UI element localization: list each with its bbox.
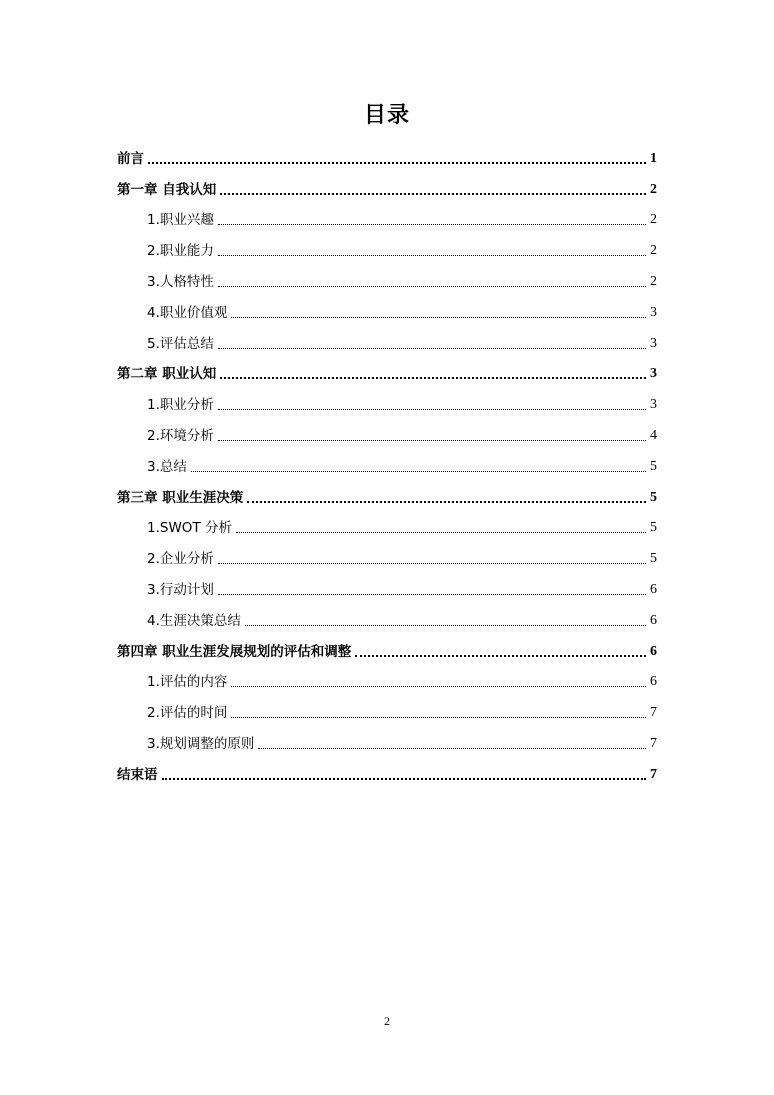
- toc-section-entry[interactable]: [117, 721, 657, 752]
- toc-entry-page-number: 2: [650, 181, 657, 197]
- toc-dot-leader: [218, 348, 646, 349]
- toc-section-entry[interactable]: [117, 444, 657, 475]
- toc-dot-leader: [231, 317, 646, 318]
- toc-entry-page-number: 2: [650, 273, 657, 289]
- toc-entry-page-number: 5: [650, 551, 657, 567]
- toc-chapter-entry[interactable]: [117, 752, 657, 783]
- toc-dot-leader: [218, 224, 646, 225]
- toc-entry-page-number: 7: [650, 735, 657, 751]
- footer-page-number: 2: [384, 1014, 390, 1028]
- toc-section-entry[interactable]: [117, 290, 657, 321]
- toc-section-entry[interactable]: [117, 228, 657, 259]
- toc-section-entry[interactable]: [117, 536, 657, 567]
- toc-entry-label: 1.评估的内容: [147, 674, 228, 691]
- toc-section-entry[interactable]: [117, 382, 657, 413]
- toc-section-entry[interactable]: [117, 198, 657, 229]
- toc-title: 目录: [363, 103, 410, 128]
- toc-entry-label: 1.职业分析: [147, 397, 214, 414]
- toc-entry-label: 3.总结: [147, 458, 187, 475]
- toc-entry-label: 2.评估的时间: [147, 705, 228, 722]
- toc-entry-page-number: 3: [650, 304, 657, 320]
- toc-entry-page-number: 5: [650, 489, 657, 505]
- toc-entry-page-number: 6: [650, 643, 657, 659]
- toc-dot-leader: [218, 286, 646, 287]
- toc-entry-label: 结束语: [117, 766, 158, 783]
- toc-entry-page-number: 7: [650, 766, 657, 782]
- toc-dot-leader: [218, 440, 646, 441]
- toc-entry-label: 3.行动计划: [147, 581, 214, 598]
- toc-chapter-entry[interactable]: [117, 629, 657, 660]
- toc-entry-label: 第一章 自我认知: [117, 181, 217, 198]
- toc-entry-page-number: 5: [650, 520, 657, 536]
- toc-dot-leader: [258, 748, 646, 749]
- toc-dot-leader: [218, 409, 646, 410]
- toc-dot-leader: [231, 686, 646, 687]
- toc-entry-page-number: 6: [650, 581, 657, 597]
- toc-entry-page-number: 5: [650, 458, 657, 474]
- toc-entry-page-number: 3: [650, 335, 657, 351]
- toc-entry-label: 4.职业价值观: [147, 304, 228, 321]
- toc-dot-leader: [218, 563, 646, 564]
- toc-section-entry[interactable]: [117, 259, 657, 290]
- toc-dot-leader: [191, 471, 646, 472]
- toc-dot-leader: [245, 625, 646, 626]
- toc-entry-page-number: 3: [650, 366, 657, 382]
- toc-section-entry[interactable]: [117, 660, 657, 691]
- toc-entry-label: 3.规划调整的原则: [147, 735, 255, 752]
- toc-entry-label: 第四章 职业生涯发展规划的评估和调整: [117, 643, 352, 660]
- toc-entry-label: 第三章 职业生涯决策: [117, 489, 244, 506]
- toc-entry-page-number: 2: [650, 243, 657, 259]
- toc-section-entry[interactable]: [117, 321, 657, 352]
- toc-dot-leader: [218, 255, 646, 256]
- toc-dot-leader: [355, 655, 646, 657]
- toc-entry-page-number: 6: [650, 612, 657, 628]
- toc-dot-leader: [247, 501, 646, 503]
- toc-list: [117, 136, 657, 783]
- toc-section-entry[interactable]: [117, 506, 657, 537]
- toc-entry-label: 前言: [117, 150, 144, 167]
- toc-entry-label: 2.职业能力: [147, 243, 214, 260]
- toc-dot-leader: [236, 532, 646, 533]
- toc-entry-label: 1.SWOT 分析: [147, 520, 232, 537]
- toc-entry-label: 2.企业分析: [147, 551, 214, 568]
- toc-entry-page-number: 6: [650, 674, 657, 690]
- toc-dot-leader: [162, 778, 647, 780]
- toc-dot-leader: [231, 717, 646, 718]
- toc-dot-leader: [220, 193, 646, 195]
- toc-entry-page-number: 3: [650, 397, 657, 413]
- toc-entry-label: 1.职业兴趣: [147, 212, 214, 229]
- toc-chapter-entry[interactable]: [117, 136, 657, 167]
- toc-dot-leader: [220, 377, 646, 379]
- toc-entry-page-number: 7: [650, 705, 657, 721]
- toc-entry-label: 5.评估总结: [147, 335, 214, 352]
- toc-entry-label: 2.环境分析: [147, 427, 214, 444]
- toc-section-entry[interactable]: [117, 567, 657, 598]
- toc-entry-label: 第二章 职业认知: [117, 366, 217, 383]
- toc-dot-leader: [218, 594, 646, 595]
- toc-section-entry[interactable]: [117, 413, 657, 444]
- toc-dot-leader: [148, 162, 646, 164]
- toc-entry-page-number: 2: [650, 212, 657, 228]
- toc-chapter-entry[interactable]: [117, 352, 657, 383]
- toc-chapter-entry[interactable]: [117, 167, 657, 198]
- toc-entry-page-number: 1: [650, 150, 657, 166]
- toc-entry-page-number: 4: [650, 427, 657, 443]
- toc-section-entry[interactable]: [117, 690, 657, 721]
- toc-entry-label: 4.生涯决策总结: [147, 612, 241, 629]
- toc-entry-label: 3.人格特性: [147, 273, 214, 290]
- toc-chapter-entry[interactable]: [117, 475, 657, 506]
- toc-section-entry[interactable]: [117, 598, 657, 629]
